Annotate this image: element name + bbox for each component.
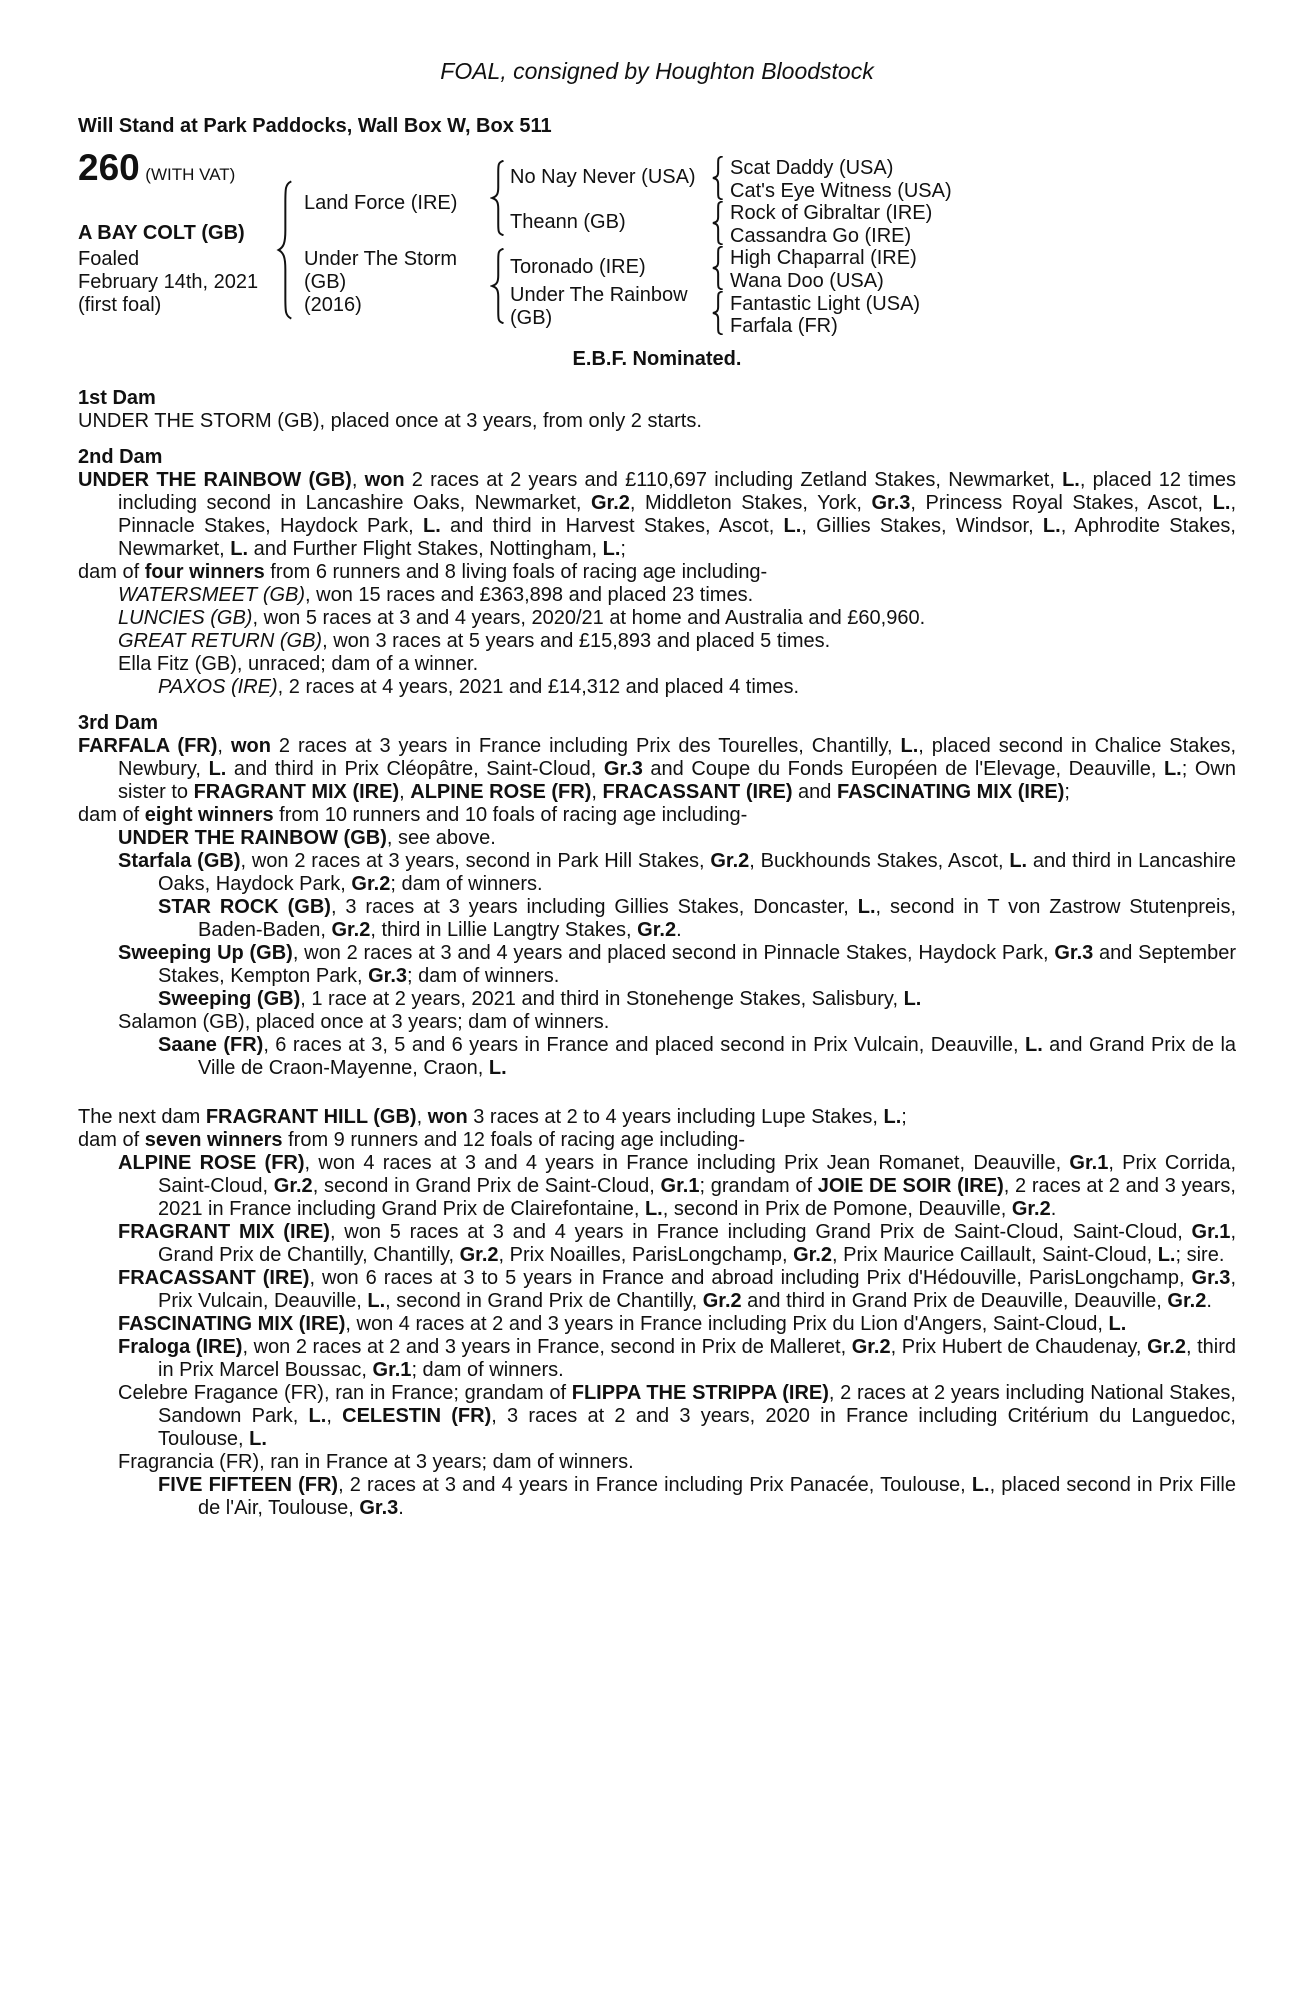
text-segment: , 1 race at 2 years, 2021 and third in Stonehenge Stakes, Salisbury, — [300, 988, 904, 1010]
text-segment: L. — [903, 988, 922, 1010]
text-segment: The next dam — [78, 1106, 206, 1128]
text-segment: FASCINATING MIX (IRE) — [118, 1313, 346, 1335]
text-segment: , won 6 races at 3 to 5 years in France and abroad including Prix d'Hédouville, ParisLongchamp, — [309, 1267, 1192, 1289]
text-segment: and third in Harvest Stakes, Ascot, — [440, 515, 784, 537]
text-segment: CELESTIN (FR) — [342, 1405, 492, 1427]
text-segment: Gr.1 — [1191, 1221, 1231, 1243]
produce-fragrancia — [78, 1451, 1236, 1474]
text-segment: ; sire. — [1175, 1244, 1225, 1266]
text-segment: , Aphrodite Stakes, Newmarket, — [118, 515, 1236, 560]
text-segment: Gr.2 — [851, 1336, 891, 1358]
gg-name-6: Wana Doo (USA) — [730, 269, 884, 292]
pedigree-brace-main — [276, 180, 293, 320]
text-segment: , 2 races at 2 and 3 years, 2021 in France including Grand Prix de Clairefontaine, — [158, 1175, 1236, 1220]
text-segment: , Buckhounds Stakes, Ascot, — [749, 850, 1010, 872]
produce-watersmeet — [78, 584, 1236, 607]
text-segment: Gr.3 — [871, 492, 911, 514]
text-segment: , — [399, 781, 411, 803]
text-segment: ALPINE ROSE (FR) — [410, 781, 592, 803]
text-segment: L. — [783, 515, 802, 537]
text-segment: ; — [901, 1106, 907, 1128]
page-title: FOAL, consigned by Houghton Bloodstock — [440, 58, 874, 84]
produce-sweeping-up — [78, 942, 1236, 988]
text-segment: L. — [488, 1057, 507, 1079]
text-segment: L. — [422, 515, 441, 537]
text-segment: Gr.2 — [1147, 1336, 1186, 1358]
sire-dam-name: Theann (GB) — [510, 211, 626, 233]
pedigree-brace-gg1 — [711, 156, 724, 200]
text-segment: Gr.3 — [368, 965, 408, 987]
text-segment: L. — [883, 1106, 902, 1128]
text-segment: , Prix Vulcain, Deauville, — [158, 1267, 1236, 1312]
gg-name-1: Scat Daddy (USA) — [730, 157, 894, 179]
text-segment: 3 races at 2 to 4 years including Lupe Stakes, — [467, 1106, 884, 1128]
lot-number: 260 — [78, 147, 140, 188]
text-segment: , — [217, 735, 231, 757]
text-segment: Gr.1 — [372, 1359, 412, 1381]
pedigree-tree — [78, 147, 1236, 342]
text-segment: , placed 12 times including second in Lancashire Oaks, Newmarket, — [118, 469, 1237, 514]
text-segment: L. — [1024, 1034, 1043, 1056]
text-segment: 3rd Dam — [78, 712, 159, 734]
dam-name-line-2: (GB) — [304, 271, 347, 293]
text-segment: L. — [367, 1290, 386, 1312]
text-segment: L. — [230, 538, 249, 560]
text-segment: , Princess Royal Stakes, Ascot, — [910, 492, 1213, 514]
text-segment: Salamon (GB), placed once at 3 years; dam of winners. — [118, 1011, 610, 1033]
text-segment: won — [364, 469, 405, 491]
text-segment: , 3 races at 3 years including Gillies Stakes, Doncaster, — [330, 896, 858, 918]
text-segment: , second in Grand Prix de Chantilly, — [385, 1290, 703, 1312]
text-segment: , won 4 races at 2 and 3 years in France including Prix du Lion d'Angers, Saint-Cloud, — [345, 1313, 1109, 1335]
text-segment: eight winners — [144, 804, 274, 826]
text-segment: , second in Prix de Pomone, Deauville, — [662, 1198, 1012, 1220]
colt-description: A BAY COLT (GB) — [78, 222, 245, 244]
dam-dam-name-line-1: Under The Rainbow — [510, 284, 688, 306]
text-segment: , — [591, 781, 603, 803]
text-segment: 2nd Dam — [78, 446, 163, 468]
text-segment: Saane (FR) — [158, 1034, 264, 1056]
gg-name-3: Rock of Gibraltar (IRE) — [730, 202, 933, 225]
next-dam-entry — [78, 1106, 1236, 1129]
text-segment: LUNCIES (GB) — [118, 607, 253, 629]
text-segment: , won 4 races at 3 and 4 years in France including Prix Jean Romanet, Deauville, — [304, 1152, 1070, 1174]
text-segment: Gr.3 — [1054, 942, 1094, 964]
text-segment: L. — [900, 735, 919, 757]
text-segment: Gr.2 — [331, 919, 371, 941]
text-segment: , Prix Corrida, Saint-Cloud, — [158, 1152, 1236, 1197]
text-segment: L. — [644, 1198, 663, 1220]
produce-star-rock — [78, 896, 1236, 942]
text-segment: and third in Grand Prix de Deauville, Deauville, — [741, 1290, 1168, 1312]
produce-alpine-rose — [78, 1152, 1236, 1221]
text-segment: , Prix Hubert de Chaudenay, — [890, 1336, 1148, 1358]
text-segment: and third in Prix Cléopâtre, Saint-Cloud, — [226, 758, 604, 780]
produce-five-fifteen — [78, 1474, 1236, 1520]
text-segment: , won 3 races at 5 years and £15,893 and placed 5 times. — [322, 630, 831, 652]
text-segment: , won 2 races at 3 years, second in Park Hill Stakes, — [240, 850, 711, 872]
text-segment: Gr.3 — [603, 758, 643, 780]
text-segment: L. — [1062, 469, 1080, 491]
dam-name-line-3: (2016) — [304, 294, 362, 316]
text-segment: and Further Flight Stakes, Nottingham, — [248, 538, 603, 560]
text-segment: Fraloga (IRE) — [118, 1336, 243, 1358]
text-segment: JOIE DE SOIR (IRE) — [817, 1175, 1004, 1197]
text-segment: Gr.2 — [710, 850, 750, 872]
foaled-date: February 14th, 2021 — [78, 271, 259, 293]
text-segment: , 2 races at 3 and 4 years in France including Prix Panacée, Toulouse, — [338, 1474, 972, 1496]
produce-salamon — [78, 1011, 1236, 1034]
pedigree-brace-gg2 — [711, 201, 724, 245]
text-segment: seven winners — [144, 1129, 283, 1151]
dam1-heading — [78, 387, 1236, 410]
text-segment: ; dam of winners. — [407, 965, 560, 987]
produce-fragrant-mix — [78, 1221, 1236, 1267]
text-segment: STAR ROCK (GB) — [158, 896, 331, 918]
text-segment: L. — [971, 1474, 990, 1496]
produce-great-return — [78, 630, 1236, 653]
text-segment: Gr.3 — [359, 1497, 399, 1519]
pedigree-brace-gg3 — [711, 246, 724, 290]
sire-sire-name: No Nay Never (USA) — [510, 166, 696, 188]
text-segment: UNDER THE STORM (GB), placed once at 3 years, from only 2 starts. — [78, 410, 702, 432]
dam1-entry — [78, 410, 1236, 433]
text-segment: Celebre Fragance (FR), ran in France; grandam of — [118, 1382, 572, 1404]
dam-name — [304, 248, 457, 317]
gg-name-8: Farfala (FR) — [730, 315, 838, 338]
text-segment: Sweeping (GB) — [158, 988, 301, 1010]
text-segment: FLIPPA THE STRIPPA (IRE) — [571, 1382, 829, 1404]
text-segment: L. — [1009, 850, 1028, 872]
dam-dam-name — [510, 284, 688, 330]
gg-name-5: High Chaparral (IRE) — [730, 247, 917, 270]
text-segment: dam of — [78, 561, 145, 583]
text-segment: UNDER THE RAINBOW (GB) — [78, 469, 352, 491]
produce-fascinating-mix — [78, 1313, 1236, 1336]
text-segment: Gr.2 — [1167, 1290, 1207, 1312]
produce-paxos — [78, 676, 1236, 699]
pedigree-brace-sire — [490, 160, 505, 236]
produce-under-the-rainbow — [78, 827, 1236, 850]
text-segment: Starfala (GB) — [118, 850, 241, 872]
text-segment: L. — [208, 758, 227, 780]
text-segment: FRAGRANT HILL (GB) — [205, 1106, 417, 1128]
text-segment: , see above. — [386, 827, 496, 849]
text-segment: and Coupe du Fonds Européen de l'Elevage, Deauville, — [642, 758, 1164, 780]
text-segment: dam of — [78, 804, 145, 826]
text-segment: , 2 races at 4 years, 2021 and £14,312 and placed 4 times. — [277, 676, 800, 698]
gg-name-7: Fantastic Light (USA) — [730, 292, 921, 315]
pedigree-brace-gg4 — [711, 291, 724, 335]
gg-name-2: Cat's Eye Witness (USA) — [730, 179, 952, 202]
produce-celebre-fragance — [78, 1382, 1236, 1451]
text-segment: Sweeping Up (GB) — [118, 942, 293, 964]
dam2-entry — [78, 469, 1236, 561]
pedigree-brace-dam — [490, 248, 505, 324]
text-segment: . — [398, 1497, 404, 1519]
text-segment: and Grand Prix de la Ville de Craon-Mayenne, Craon, — [198, 1034, 1237, 1079]
text-segment: , — [416, 1106, 428, 1128]
dam3-entry — [78, 735, 1236, 804]
text-segment: FRACASSANT (IRE) — [118, 1267, 310, 1289]
text-segment: from 10 runners and 10 foals of racing age including- — [273, 804, 748, 826]
text-segment: , Gillies Stakes, Windsor, — [801, 515, 1043, 537]
pedigree-details — [78, 387, 1236, 1520]
text-segment: FRACASSANT (IRE) — [602, 781, 793, 803]
text-segment: . — [1206, 1290, 1212, 1312]
text-segment: , Prix Maurice Caillault, Saint-Cloud, — [832, 1244, 1158, 1266]
text-segment: Gr.3 — [1191, 1267, 1231, 1289]
text-segment: Gr.2 — [702, 1290, 742, 1312]
text-segment: dam of — [78, 1129, 145, 1151]
text-segment: L. — [1042, 515, 1061, 537]
produce-fracassant — [78, 1267, 1236, 1313]
dam-dam-name-line-2: (GB) — [510, 307, 553, 329]
dam-name-line-1: Under The Storm — [304, 248, 458, 270]
text-segment: ; dam of winners. — [411, 1359, 564, 1381]
text-segment: L. — [1212, 492, 1231, 514]
ebf-nominated-line: E.B.F. Nominated. — [572, 348, 742, 370]
text-segment: ; — [620, 538, 626, 560]
text-segment: L. — [1157, 1244, 1176, 1266]
text-segment: , 6 races at 3, 5 and 6 years in France and placed second in Prix Vulcain, Deauville, — [263, 1034, 1025, 1056]
dam2-heading — [78, 446, 1236, 469]
text-segment: , won 2 races at 3 and 4 years and placed second in Pinnacle Stakes, Haydock Park, — [292, 942, 1055, 964]
text-segment: Gr.2 — [637, 919, 677, 941]
dam-sire-name: Toronado (IRE) — [510, 256, 646, 278]
text-segment: from 6 runners and 8 living foals of racing age including- — [264, 561, 768, 583]
text-segment: L. — [1108, 1313, 1127, 1335]
text-segment: , Middleton Stakes, York, — [629, 492, 872, 514]
text-segment: UNDER THE RAINBOW (GB) — [118, 827, 387, 849]
text-segment: , third in Lillie Langtry Stakes, — [370, 919, 638, 941]
vat-note: (WITH VAT) — [145, 165, 236, 184]
text-segment: from 9 runners and 12 foals of racing age including- — [282, 1129, 746, 1151]
text-segment: , second in Grand Prix de Saint-Cloud, — [312, 1175, 661, 1197]
produce-sweeping — [78, 988, 1236, 1011]
text-segment: , won 15 races and £363,898 and placed 23 times. — [305, 584, 754, 606]
text-segment: L. — [249, 1428, 267, 1450]
text-segment: Gr.2 — [351, 873, 391, 895]
text-segment: 1st Dam — [78, 387, 156, 409]
text-segment: . — [1050, 1198, 1057, 1220]
text-segment: won — [230, 735, 271, 757]
text-segment: Gr.1 — [1069, 1152, 1109, 1174]
next-dam-produce-intro — [78, 1129, 1236, 1152]
text-segment: , — [326, 1405, 343, 1427]
text-segment: PAXOS (IRE) — [158, 676, 278, 698]
text-segment: , won 5 races at 3 and 4 years, 2020/21 at home and Australia and £60,960. — [252, 607, 926, 629]
text-segment: ; — [1064, 781, 1070, 803]
text-segment: Gr.1 — [660, 1175, 700, 1197]
text-segment: and September Stakes, Kempton Park, — [158, 942, 1236, 987]
text-segment: and — [792, 781, 837, 803]
great-grandparents-column — [730, 157, 952, 338]
text-segment: , Prix Noailles, ParisLongchamp, — [498, 1244, 794, 1266]
text-segment: L. — [1163, 758, 1182, 780]
produce-luncies — [78, 607, 1236, 630]
text-segment: , 2 races at 2 years including National Stakes, Sandown Park, — [158, 1382, 1236, 1427]
text-segment: , placed second in Prix Fille de l'Air, Toulouse, — [198, 1474, 1236, 1519]
text-segment: , Grand Prix de Chantilly, Chantilly, — [158, 1221, 1236, 1266]
gg-name-4: Cassandra Go (IRE) — [730, 224, 912, 247]
text-segment: , placed second in Chalice Stakes, Newbury, — [118, 735, 1237, 780]
text-segment: ; Own sister to — [118, 758, 1236, 803]
text-segment: 2 races at 2 years and £110,697 including Zetland Stakes, Newmarket, — [404, 469, 1063, 491]
text-segment: and third in Lancashire Oaks, Haydock Park, — [158, 850, 1236, 895]
text-segment: Gr.2 — [1011, 1198, 1051, 1220]
text-segment: . — [676, 919, 682, 941]
lot-number-row — [78, 147, 236, 188]
dam3-produce-intro — [78, 804, 1236, 827]
text-segment: WATERSMEET (GB) — [118, 584, 306, 606]
text-segment: FASCINATING MIX (IRE) — [836, 781, 1065, 803]
text-segment: GREAT RETURN (GB) — [118, 630, 323, 652]
text-segment: L. — [602, 538, 621, 560]
stand-location-line: Will Stand at Park Paddocks, Wall Box W, Box 511 — [78, 115, 552, 137]
text-segment: , — [351, 469, 365, 491]
produce-fraloga — [78, 1336, 1236, 1382]
text-segment: FRAGRANT MIX (IRE) — [118, 1221, 330, 1243]
text-segment: ; dam of winners. — [390, 873, 543, 895]
text-segment: Gr.2 — [459, 1244, 499, 1266]
text-segment: Fragrancia (FR), ran in France at 3 years; dam of winners. — [118, 1451, 634, 1473]
text-segment: , third in Prix Marcel Boussac, — [158, 1336, 1237, 1381]
produce-saane — [78, 1034, 1236, 1080]
text-segment: four winners — [144, 561, 265, 583]
text-segment: , second in T von Zastrow Stutenpreis, Baden-Baden, — [198, 896, 1237, 941]
text-segment: , won 5 races at 3 and 4 years in France including Grand Prix de Saint-Cloud, Saint-Cloud, — [329, 1221, 1192, 1243]
text-segment: ALPINE ROSE (FR) — [118, 1152, 305, 1174]
text-segment: , Pinnacle Stakes, Haydock Park, — [118, 492, 1236, 537]
text-segment: Gr.2 — [590, 492, 630, 514]
text-segment: ; grandam of — [699, 1175, 818, 1197]
text-segment: Ella Fitz (GB), unraced; dam of a winner. — [118, 653, 479, 675]
text-segment: Gr.2 — [793, 1244, 833, 1266]
foaled-label: Foaled — [78, 248, 140, 270]
text-segment: , won 2 races at 2 and 3 years in France, second in Prix de Malleret, — [242, 1336, 852, 1358]
text-segment: won — [427, 1106, 468, 1128]
dam3-heading — [78, 712, 1236, 735]
text-segment: FARFALA (FR) — [78, 735, 218, 757]
dam2-produce-intro — [78, 561, 1236, 584]
foal-note: (first foal) — [78, 294, 162, 316]
produce-ella-fitz — [78, 653, 1236, 676]
text-segment: FIVE FIFTEEN (FR) — [158, 1474, 339, 1496]
text-segment: L. — [857, 896, 876, 918]
text-segment: FRAGRANT MIX (IRE) — [193, 781, 400, 803]
text-segment: L. — [308, 1405, 327, 1427]
text-segment: 2 races at 3 years in France including Prix des Tourelles, Chantilly, — [270, 735, 901, 757]
produce-starfala — [78, 850, 1236, 896]
sire-name: Land Force (IRE) — [304, 192, 458, 214]
text-segment: Gr.2 — [273, 1175, 313, 1197]
text-segment: , 3 races at 2 and 3 years, 2020 in France including Critérium du Languedoc, Toulouse, — [158, 1405, 1236, 1450]
